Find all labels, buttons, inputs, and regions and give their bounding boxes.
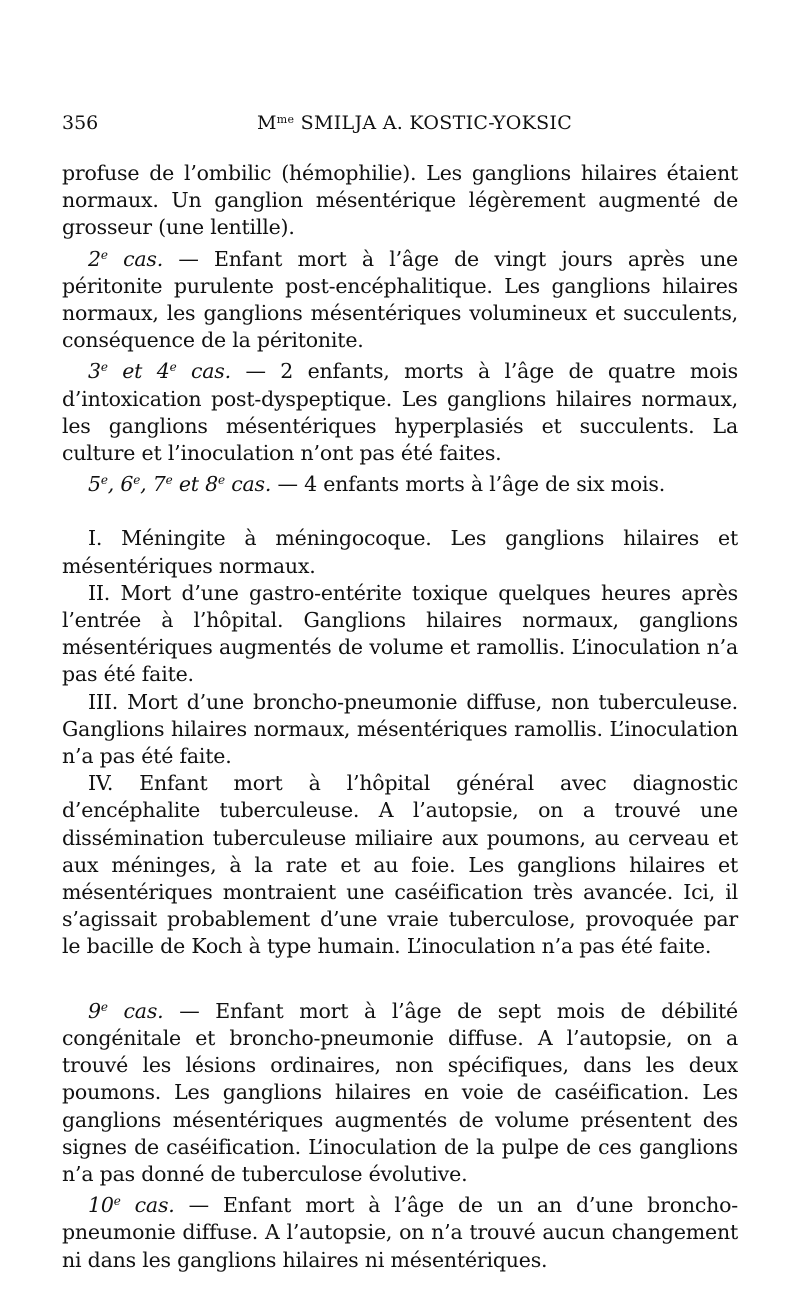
paragraph-case-10: 10e cas. — Enfant mort à l’âge de un an d’une broncho-pneumonie diffuse. A l’autopsie, on n’a trouvé aucun changement ni dans les ganglions hilaires ni mésentériques. bbox=[62, 1193, 738, 1272]
paragraph-subcase-4: IV. Enfant mort à l’hôpital général avec diagnostic d’encéphalite tuberculeuse. A l’autopsie, on a trouvé une dissémination tuberculeuse miliaire aux poumons, au cerveau et aux méninges, à la rate et au foie. Les ganglions hilaires et mésentériques montraient une caséification très avancée. Ici, il s’agissait probablement d’une vraie tuberculose, provoquée par le bacille de Koch à type humain. L’inoculation n’a pas été faite. bbox=[62, 771, 738, 959]
author-prefix: M bbox=[257, 112, 277, 134]
case-label: 9e cas. bbox=[88, 998, 164, 1023]
body-text bbox=[62, 160, 738, 1274]
paragraph-continuation: profuse de l’ombilic (hémophilie). Les ganglions hilaires étaient normaux. Un ganglion mésentérique légèrement augmenté de grosseur (une lentille). bbox=[62, 161, 738, 240]
paragraph-subcase-3: III. Mort d’une broncho-pneumonie diffuse, non tuberculeuse. Ganglions hilaires normaux, mésentériques ramollis. L’inoculation n’a pas été faite. bbox=[62, 689, 738, 769]
paragraph-case-2: 2e cas. — Enfant mort à l’âge de vingt jours après une péritonite purulente post-encéphalitique. Les ganglions hilaires normaux, les ganglions mésentériques volumineux et succulents, conséquence de la péritonite. bbox=[62, 246, 738, 353]
page-header bbox=[62, 112, 738, 142]
page-number: 356 bbox=[62, 112, 99, 134]
running-title bbox=[257, 112, 572, 134]
paragraph-case-9: 9e cas. — Enfant mort à l’âge de sept mois de débilité congénitale et broncho-pneumonie diffuse. A l’autopsie, on a trouvé les lésions ordinaires, non spécifiques, dans les deux poumons. Les ganglions hilaires en voie de caséification. Les ganglions mésentériques augmentés de volume présentent des signes de caséification. L’inoculation de la pulpe de ces ganglions n’a pas donné de tuberculose évolutive. bbox=[62, 998, 738, 1186]
author-name: SMILJA A. KOSTIC-YOKSIC bbox=[300, 112, 573, 134]
case-label: 2e cas. bbox=[88, 246, 164, 271]
author-prefix-sup: me bbox=[276, 113, 295, 126]
paragraph-case-5-8: 5e, 6e, 7e et 8e cas. — 4 enfants morts à l’âge de six mois. bbox=[88, 472, 666, 497]
spacer bbox=[62, 961, 738, 994]
case-label: 5e, 6e, 7e et 8e cas. bbox=[88, 472, 272, 497]
case-label: 10e cas. bbox=[88, 1193, 175, 1218]
spacer bbox=[62, 498, 738, 525]
paragraph-case-3-4: 3e et 4e cas. — 2 enfants, morts à l’âge de quatre mois d’intoxication post-dyspeptique. Les ganglions hilaires normaux, les ganglions mésentériques hyperplasiés et succulents. La culture et l’inoculation n’ont pas été faites. bbox=[62, 359, 738, 466]
paragraph-subcase-2: II. Mort d’une gastro-entérite toxique quelques heures après l’entrée à l’hôpital. Ganglions hilaires normaux, ganglions mésentériques augmentés de volume et ramollis. L’inoculation n’a pas été faite. bbox=[62, 580, 738, 687]
case-label: 3e et 4e cas. bbox=[88, 359, 231, 384]
paragraph-subcase-1: I. Méningite à méningocoque. Les ganglions hilaires et mésentériques normaux. bbox=[62, 526, 738, 578]
